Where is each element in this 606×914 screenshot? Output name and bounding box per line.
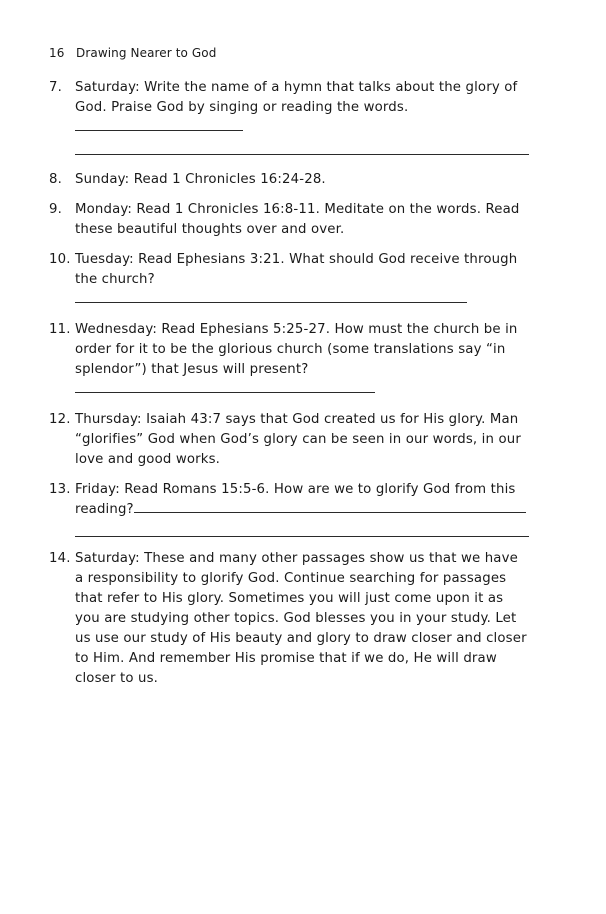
list-item xyxy=(49,480,529,537)
item-number: 9. xyxy=(49,202,62,217)
study-list xyxy=(49,78,529,689)
list-item xyxy=(49,78,529,155)
item-text: Thursday: Isaiah 43:7 says that God created us for His glory. Man “glorifies” God when God’s glory can be seen in our words, in our love and good works. xyxy=(75,412,521,467)
list-item xyxy=(49,200,529,240)
list-item xyxy=(49,170,529,190)
item-number: 13. xyxy=(49,482,71,497)
item-number: 7. xyxy=(49,80,62,95)
answer-blank[interactable] xyxy=(134,500,526,513)
answer-blank[interactable] xyxy=(75,380,375,393)
list-item xyxy=(49,320,529,400)
item-number: 11. xyxy=(49,322,71,337)
item-text: Wednesday: Read Ephesians 5:25-27. How must the church be in order for it to be the glorious church (some translations say “in splendor”) that Jesus will present? xyxy=(75,322,518,377)
list-item xyxy=(49,250,529,310)
answer-line[interactable] xyxy=(75,518,529,537)
running-head xyxy=(49,45,216,61)
page-number: 16 xyxy=(49,46,65,60)
item-text: Saturday: These and many other passages show us that we have a responsibility to glorify God. Continue searching for passages that refer to His glory. Sometimes you will just come upon it as you are studying other topics. God blesses you in your study. Let us use our study of His beauty and glory to draw closer and closer to Him. And remember His promise that if we do, He will draw closer to us. xyxy=(75,551,527,686)
item-text: Sunday: Read 1 Chronicles 16:24-28. xyxy=(75,172,326,187)
item-number: 12. xyxy=(49,412,71,427)
answer-blank[interactable] xyxy=(75,290,467,303)
item-text: Monday: Read 1 Chronicles 16:8-11. Meditate on the words. Read these beautiful thoughts over and over. xyxy=(75,202,520,237)
item-text: Friday: Read Romans 15:5-6. How are we to glorify God from this reading? xyxy=(75,482,516,517)
item-number: 10. xyxy=(49,252,71,267)
answer-line[interactable] xyxy=(75,136,529,155)
item-text: Tuesday: Read Ephesians 3:21. What should God receive through the church? xyxy=(75,252,518,287)
item-number: 14. xyxy=(49,551,71,566)
answer-blank[interactable] xyxy=(75,118,243,131)
list-item xyxy=(49,410,529,470)
item-text: Saturday: Write the name of a hymn that talks about the glory of God. Praise God by singing or reading the words. xyxy=(75,80,518,115)
book-title: Drawing Nearer to God xyxy=(76,46,217,60)
item-number: 8. xyxy=(49,172,62,187)
list-item xyxy=(49,549,529,689)
